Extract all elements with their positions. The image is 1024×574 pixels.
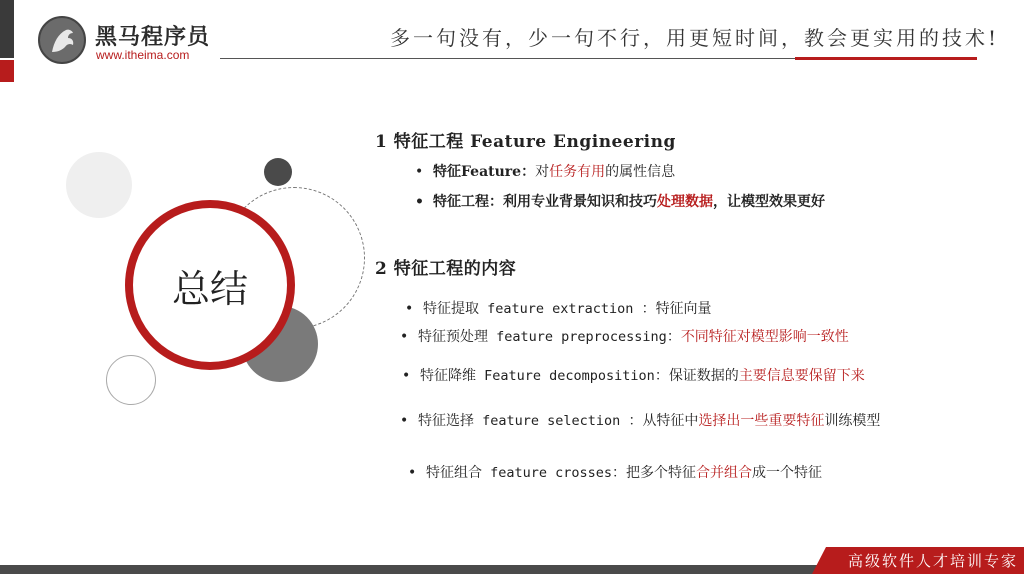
decor-circle-outline — [106, 355, 156, 405]
header-slogan: 多一句没有，少一句不行，用更短时间，教会更实用的技术! — [390, 26, 1000, 50]
item-text: 把多个特征 — [626, 465, 697, 481]
item-highlight: 处理数据 — [657, 194, 713, 210]
item-term-en: feature preprocessing — [488, 329, 667, 345]
bullet-dot-icon: • — [405, 301, 414, 317]
item-term: 特征工程： — [433, 194, 503, 210]
brand-name: 黑马程序员 — [95, 25, 211, 50]
list-item — [402, 365, 865, 385]
item-term: 特征预处理 — [418, 329, 488, 345]
list-item — [408, 462, 822, 482]
item-sep: ： — [666, 329, 681, 345]
item-highlight: 任务有用 — [549, 164, 606, 180]
footer-tagline: 高级软件人才培训专家 — [848, 552, 1019, 570]
item-highlight: 选择出一些重要特征 — [698, 413, 825, 429]
left-accent-bar-red — [0, 60, 14, 82]
summary-label: 总结 — [171, 266, 248, 311]
item-term: 特征降维 — [420, 368, 476, 384]
item-term: 特征提取 — [423, 301, 479, 317]
item-text: 对 — [535, 164, 550, 180]
item-term-en: feature extraction — [479, 301, 642, 317]
item-highlight: 主要信息要保留下来 — [738, 368, 865, 384]
item-term: 特征组合 — [426, 465, 482, 481]
list-item — [415, 161, 675, 181]
list-item — [405, 298, 712, 318]
item-sep: ： — [612, 465, 627, 481]
item-term: 特征Feature： — [433, 164, 536, 180]
list-item — [415, 191, 825, 211]
item-term-en: feature selection — [474, 413, 629, 429]
item-text: 从特征中 — [642, 413, 699, 429]
item-term: 特征选择 — [418, 413, 474, 429]
bullet-dot-icon: • — [400, 413, 409, 429]
bullet-dot-icon: • — [415, 194, 424, 210]
item-sep: ： — [628, 413, 643, 429]
item-text: 特征向量 — [655, 301, 712, 317]
item-text: 保证数据的 — [668, 368, 739, 384]
bullet-dot-icon: • — [402, 368, 411, 384]
left-accent-bar-dark — [0, 0, 14, 58]
item-term-en: Feature decomposition — [476, 368, 655, 384]
item-text: 成一个特征 — [752, 465, 823, 481]
section-title-1: 1 特征工程 Feature Engineering — [375, 132, 676, 152]
item-text: 的属性信息 — [605, 164, 676, 180]
decor-circle-dark — [264, 158, 292, 186]
decor-circle-light — [66, 152, 132, 218]
list-item — [400, 326, 849, 346]
list-item — [400, 410, 880, 430]
bullet-dot-icon: • — [415, 164, 424, 180]
item-highlight: 合并组合 — [696, 465, 753, 481]
item-highlight: 不同特征对模型影响一致性 — [680, 329, 849, 345]
brand-url: www.itheima.com — [96, 48, 190, 62]
bullet-dot-icon: • — [400, 329, 409, 345]
header-divider-accent — [795, 57, 977, 60]
item-text: 利用专业背景知识和技巧 — [503, 194, 657, 210]
item-term-en: feature crosses — [482, 465, 613, 481]
item-sep: ： — [641, 301, 656, 317]
item-text: ，让模型效果更好 — [713, 194, 825, 210]
summary-ring — [125, 200, 295, 370]
item-sep: ： — [654, 368, 669, 384]
bullet-dot-icon: • — [408, 465, 417, 481]
section-title-2: 2 特征工程的内容 — [375, 259, 517, 279]
item-text: 训练模型 — [824, 413, 881, 429]
horse-logo-icon — [38, 16, 86, 64]
